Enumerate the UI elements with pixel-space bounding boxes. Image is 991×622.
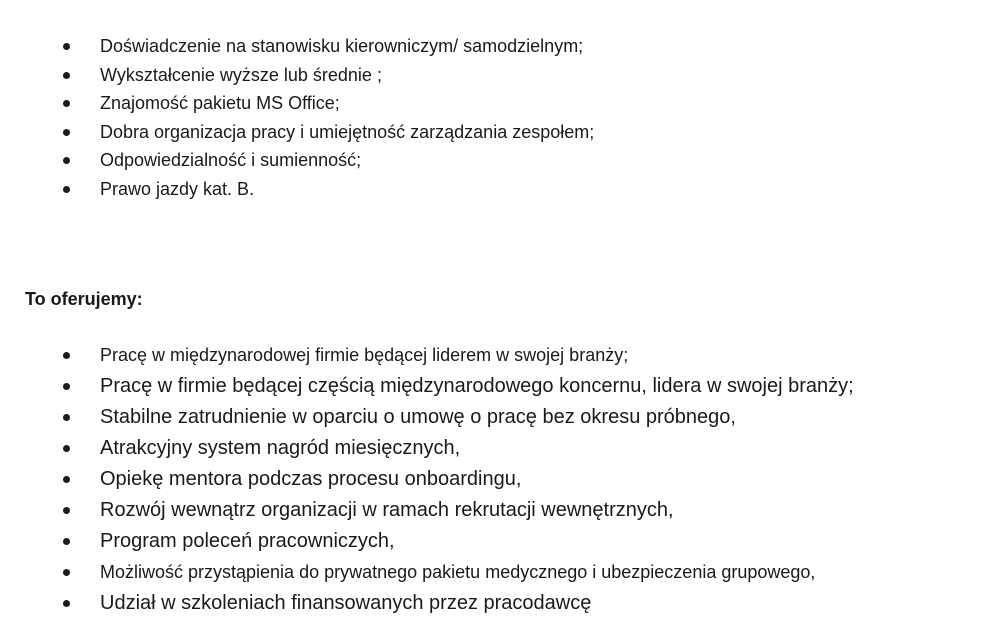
list-item [0,588,991,619]
bullet-icon [63,186,70,193]
list-item-text: Doświadczenie na stanowisku kierowniczym/ samodzielnym; [100,36,584,56]
bullet-icon [63,383,70,390]
list-item-text: Rozwój wewnątrz organizacji w ramach rekrutacji wewnętrznych, [100,499,674,521]
list-item-text: Możliwość przystąpienia do prywatnego pakietu medycznego i ubezpieczenia grupowego, [100,562,816,582]
list-item [0,526,991,557]
bullet-icon [63,600,70,607]
offer-list [0,340,991,619]
list-item [0,175,991,204]
list-item [0,89,991,118]
list-item [0,32,991,61]
list-item [0,146,991,175]
list-item-text: Wykształcenie wyższe lub średnie ; [100,64,382,85]
bullet-icon [63,476,70,483]
requirements-list [0,32,991,203]
list-item [0,402,991,433]
bullet-icon [63,100,70,107]
bullet-icon [63,414,70,421]
bullet-icon [63,352,70,359]
list-item-text: Stabilne zatrudnienie w oparciu o umowę o pracę bez okresu próbnego, [100,406,736,428]
bullet-icon [63,445,70,452]
bullet-icon [63,72,70,79]
list-item [0,61,991,90]
list-item [0,340,991,371]
list-item-text: Prawo jazdy kat. B. [100,178,255,199]
bullet-icon [63,569,70,576]
list-item-text: Pracę w firmie będącej częścią międzynarodowego koncernu, lidera w swojej branży; [100,375,854,397]
list-item [0,371,991,402]
list-item [0,495,991,526]
list-item-text: Znajomość pakietu MS Office; [100,93,340,113]
list-item [0,464,991,495]
list-item-text: Pracę w międzynarodowej firmie będącej liderem w swojej branży; [100,345,629,365]
list-item-text: Program poleceń pracowniczych, [100,530,395,552]
bullet-icon [63,43,70,50]
bullet-icon [63,507,70,514]
list-item-text: Opiekę mentora podczas procesu onboardingu, [100,468,522,490]
list-item-text: Odpowiedzialność i sumienność; [100,150,362,170]
list-item-text: Udział w szkoleniach finansowanych przez pracodawcę [100,592,592,614]
offer-heading: To oferujemy: [25,289,143,309]
list-item-text: Dobra organizacja pracy i umiejętność zarządzania zespołem; [100,121,595,142]
bullet-icon [63,538,70,545]
list-item [0,433,991,464]
list-item [0,557,991,588]
list-item-text: Atrakcyjny system nagród miesięcznych, [100,437,461,459]
list-item [0,118,991,147]
bullet-icon [63,129,70,136]
bullet-icon [63,157,70,164]
